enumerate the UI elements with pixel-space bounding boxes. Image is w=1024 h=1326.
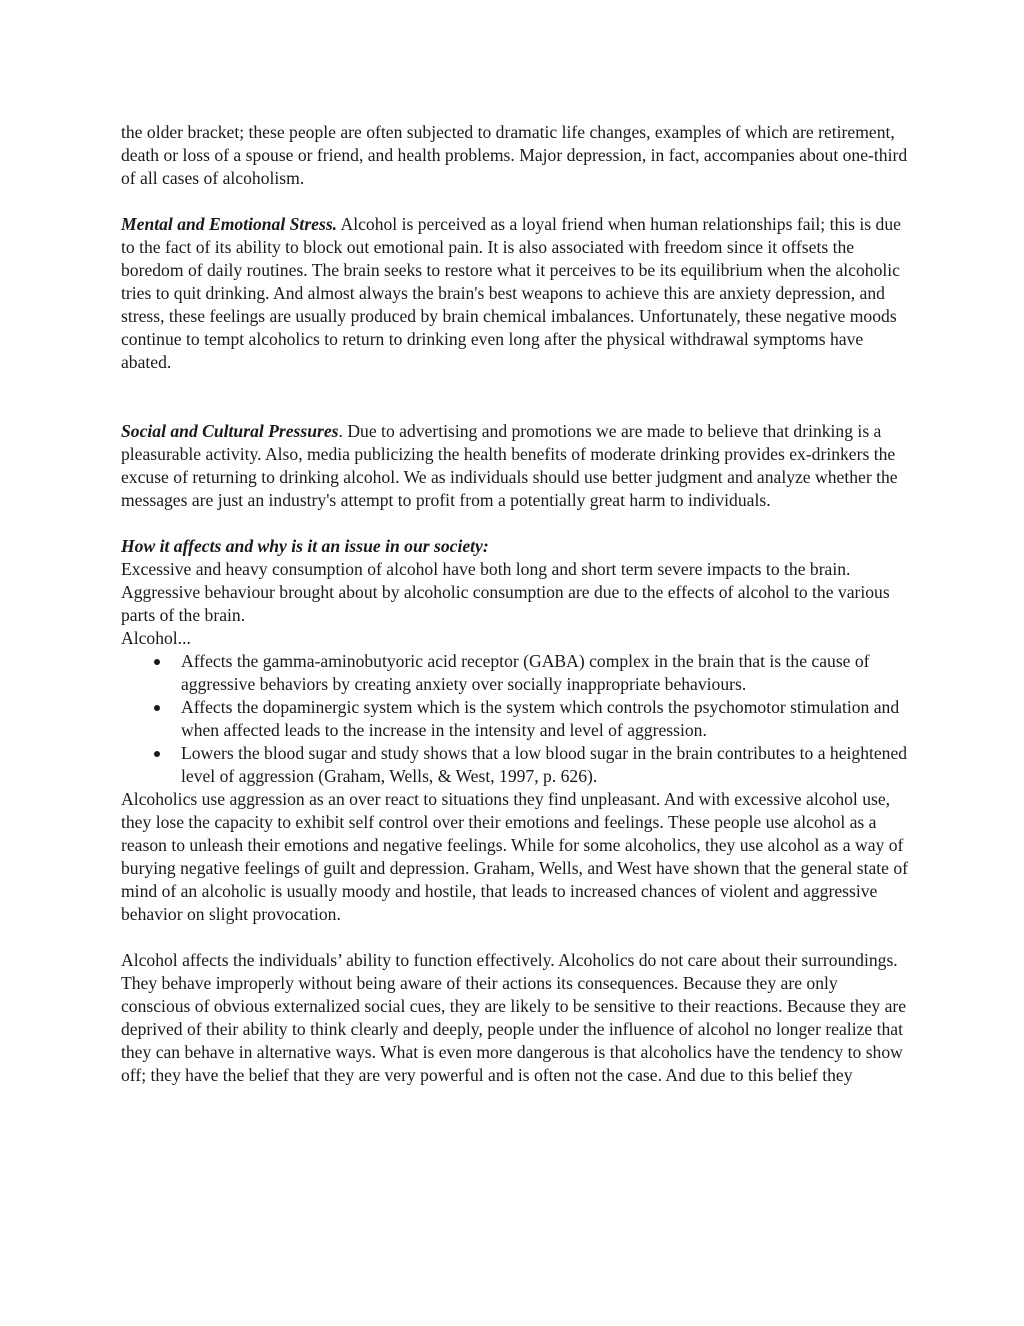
list-item (121, 696, 911, 742)
effects-list (121, 650, 911, 788)
document-page (121, 121, 911, 1087)
paragraph-function: Alcohol affects the individuals’ ability to function effectively. Alcoholics do not care about their surroundings. They behave improperly without being aware of their actions its consequences. Because they are only conscious of obvious externalized social cues, they are likely to be sensitive to their reactions. Because they are deprived of their ability to think clearly and deeply, people under the influence of alcohol no longer realize that they can behave in alternative ways. What is even more dangerous is that alcoholics have the tendency to show off; they have the belief that they are very powerful and is often not the case. And due to this belief they (121, 950, 907, 1085)
paragraph-aggression: Alcoholics use aggression as an over react to situations they find unpleasant. And with excessive alcohol use, they lose the capacity to exhibit self control over their emotions and feelings. These people use alcohol as a reason to unleash their emotions and negative feelings. While for some alcoholics, they use alcohol as a way of burying negative feelings of guilt and depression. Graham, Wells, and West have shown that the general state of mind of an alcoholic is usually moody and hostile, that leads to increased chances of violent and aggressive behavior on slight provocation. (121, 789, 909, 924)
paragraph-social-pressures (121, 420, 911, 512)
paragraph-spacer (121, 512, 911, 535)
paragraph-mental-stress (121, 213, 911, 374)
heading-social-pressures: Social and Cultural Pressures (121, 421, 339, 441)
heading-mental-stress: Mental and Emotional Stress. (121, 214, 338, 234)
bullet-icon (154, 659, 160, 665)
heading-society-issue: How it affects and why is it an issue in our society: (121, 536, 489, 556)
list-item (121, 742, 911, 788)
paragraph-spacer (121, 926, 911, 949)
text-mental-stress: Alcohol is perceived as a loyal friend when human relationships fail; this is due to the fact of its ability to block out emotional pain. It is also associated with freedom since it offsets the boredom of daily routines. The brain seeks to restore what it perceives to be its equilibrium when the alcoholic tries to quit drinking. And almost always the brain's best weapons to achieve this are anxiety depression, and stress, these feelings are usually produced by brain chemical imbalances. Unfortunately, these negative moods continue to tempt alcoholics to return to drinking even long after the physical withdrawal symptoms have abated. (121, 214, 901, 372)
list-item-text: Affects the gamma-aminobutyoric acid receptor (GABA) complex in the brain that is the cause of aggressive behaviors by creating anxiety over socially inappropriate behaviours. (181, 651, 870, 694)
text-social-pressures: . Due to advertising and promotions we are made to believe that drinking is a pleasurable activity. Also, media publicizing the health benefits of moderate drinking provides ex-drinkers the excuse of returning to drinking alcohol. We as individuals should use better judgment and analyze whether the messages are just an industry's attempt to profit from a potentially great harm to individuals. (121, 421, 898, 510)
bullet-icon (154, 705, 160, 711)
list-item (121, 650, 911, 696)
paragraph-spacer (121, 374, 911, 420)
bullet-icon (154, 751, 160, 757)
list-item-text: Lowers the blood sugar and study shows that a low blood sugar in the brain contributes to a heightened level of aggression (Graham, Wells, & West, 1997, p. 626). (181, 743, 908, 786)
paragraph-spacer (121, 190, 911, 213)
paragraph-older-bracket: the older bracket; these people are often subjected to dramatic life changes, examples of which are retirement, death or loss of a spouse or friend, and health problems. Major depression, in fact, accompanies about one-third of all cases of alcoholism. (121, 122, 908, 188)
paragraph-issue-intro: Excessive and heavy consumption of alcohol have both long and short term severe impacts to the brain. Aggressive behaviour brought about by alcoholic consumption are due to the effects of alcohol to the various parts of the brain. (121, 559, 890, 625)
list-item-text: Affects the dopaminergic system which is the system which controls the psychomotor stimulation and when affected leads to the increase in the intensity and level of aggression. (181, 697, 900, 740)
list-lead: Alcohol... (121, 628, 191, 648)
